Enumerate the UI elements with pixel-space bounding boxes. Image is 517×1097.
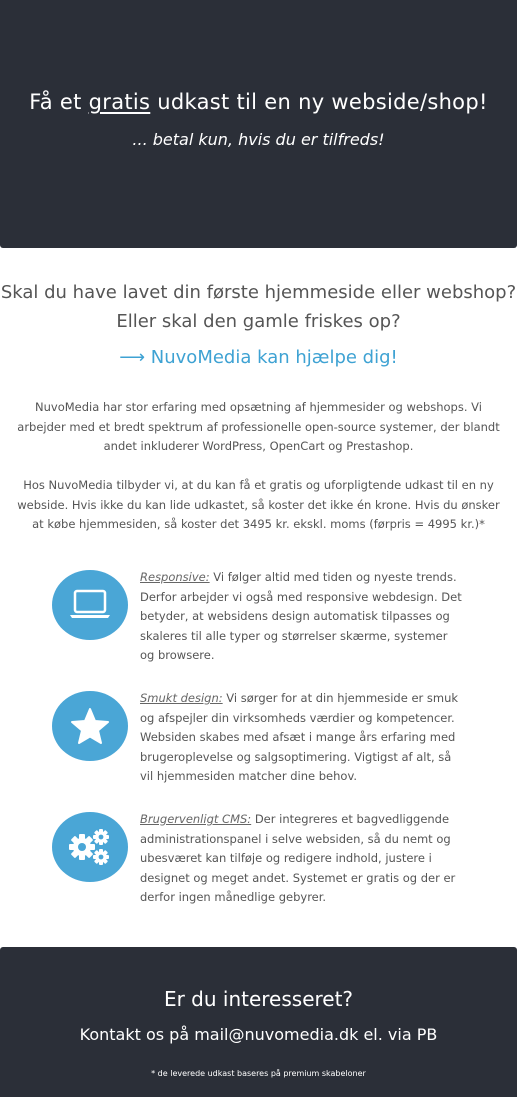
feature-design-body: Vi sørger for at din hjemmeside er smuk og afspejler din virksomheds værdier og kompetencer. Websiden skabes med afsæt i mange års erfaring med brugeroplevelse og salgsoptimering. Vigtigst af alt, så vil hjemmesiden matcher dine behov. [140, 691, 459, 784]
footer-title: Er du interesseret? [163, 987, 354, 1011]
footer-contact[interactable]: Kontakt os på mail@nuvomedia.dk el. via PB [79, 1025, 438, 1044]
feature-responsive-title: Responsive: [140, 570, 210, 584]
cta-link[interactable]: ⟶ NuvoMedia kan hjælpe dig! [119, 347, 398, 368]
feature-responsive-body: Vi følger altid med tiden og nyeste trends. Derfor arbejder vi også med responsive webdesign. Det betyder, at websidens design automatisk tilpasses og skaleres til alle typer og størrelser skærme, systemer og browsere. [140, 570, 462, 663]
footer [0, 947, 517, 1097]
footer-note: * de leverede udkast baseres på premium skabeloner [151, 1069, 366, 1078]
feature-cms-title: Brugervenligt CMS: [140, 812, 252, 826]
feature-responsive-text [140, 568, 465, 666]
hero-subtitle: ... betal kun, hvis du er tilfreds! [132, 130, 385, 149]
laptop-icon [52, 570, 128, 640]
star-icon [52, 691, 128, 761]
feature-cms-text [140, 810, 465, 908]
feature-design-title: Smukt design: [140, 691, 223, 705]
offer-paragraph: Hos NuvoMedia tilbyder vi, at du kan få et gratis og uforpligtende udkast til en ny webside. Hvis ikke du kan lide udkastet, så koster det ikke én krone. Hvis du ønsker at købe hjemmesiden, så koster det 3495 kr. ekskl. moms (førpris = 4995 kr.)* [17, 478, 500, 531]
feature-design-text [140, 689, 465, 787]
intro-question [0, 278, 517, 336]
hero-title-gratis: gratis [88, 90, 151, 114]
feature-cms-body: Der integreres et bagvedliggende administrationspanel i selve websiden, så du nemt og ubesværet kan tilføje og redigere indhold, justere i designet og meget andet. Systemet er gratis og der er derfor ingen månedlige gebyrer. [140, 812, 456, 905]
about-paragraph: NuvoMedia har stor erfaring med opsætning af hjemmesider og webshops. Vi arbejder med et bredt spektrum af professionelle open-source systemer, der blandt andet inkluderer WordPress, OpenCart og Prestashop. [17, 400, 500, 453]
hero-title-end: udkast til en ny webside/shop! [150, 90, 488, 114]
intro-line-1: Skal du have lavet din første hjemmeside eller webshop? [0, 282, 517, 303]
gears-icon [52, 812, 128, 882]
hero-banner [0, 0, 517, 248]
hero-title [0, 90, 517, 114]
intro-line-2: Eller skal den gamle friskes op? [116, 311, 401, 332]
hero-title-start: Få et [29, 90, 89, 114]
